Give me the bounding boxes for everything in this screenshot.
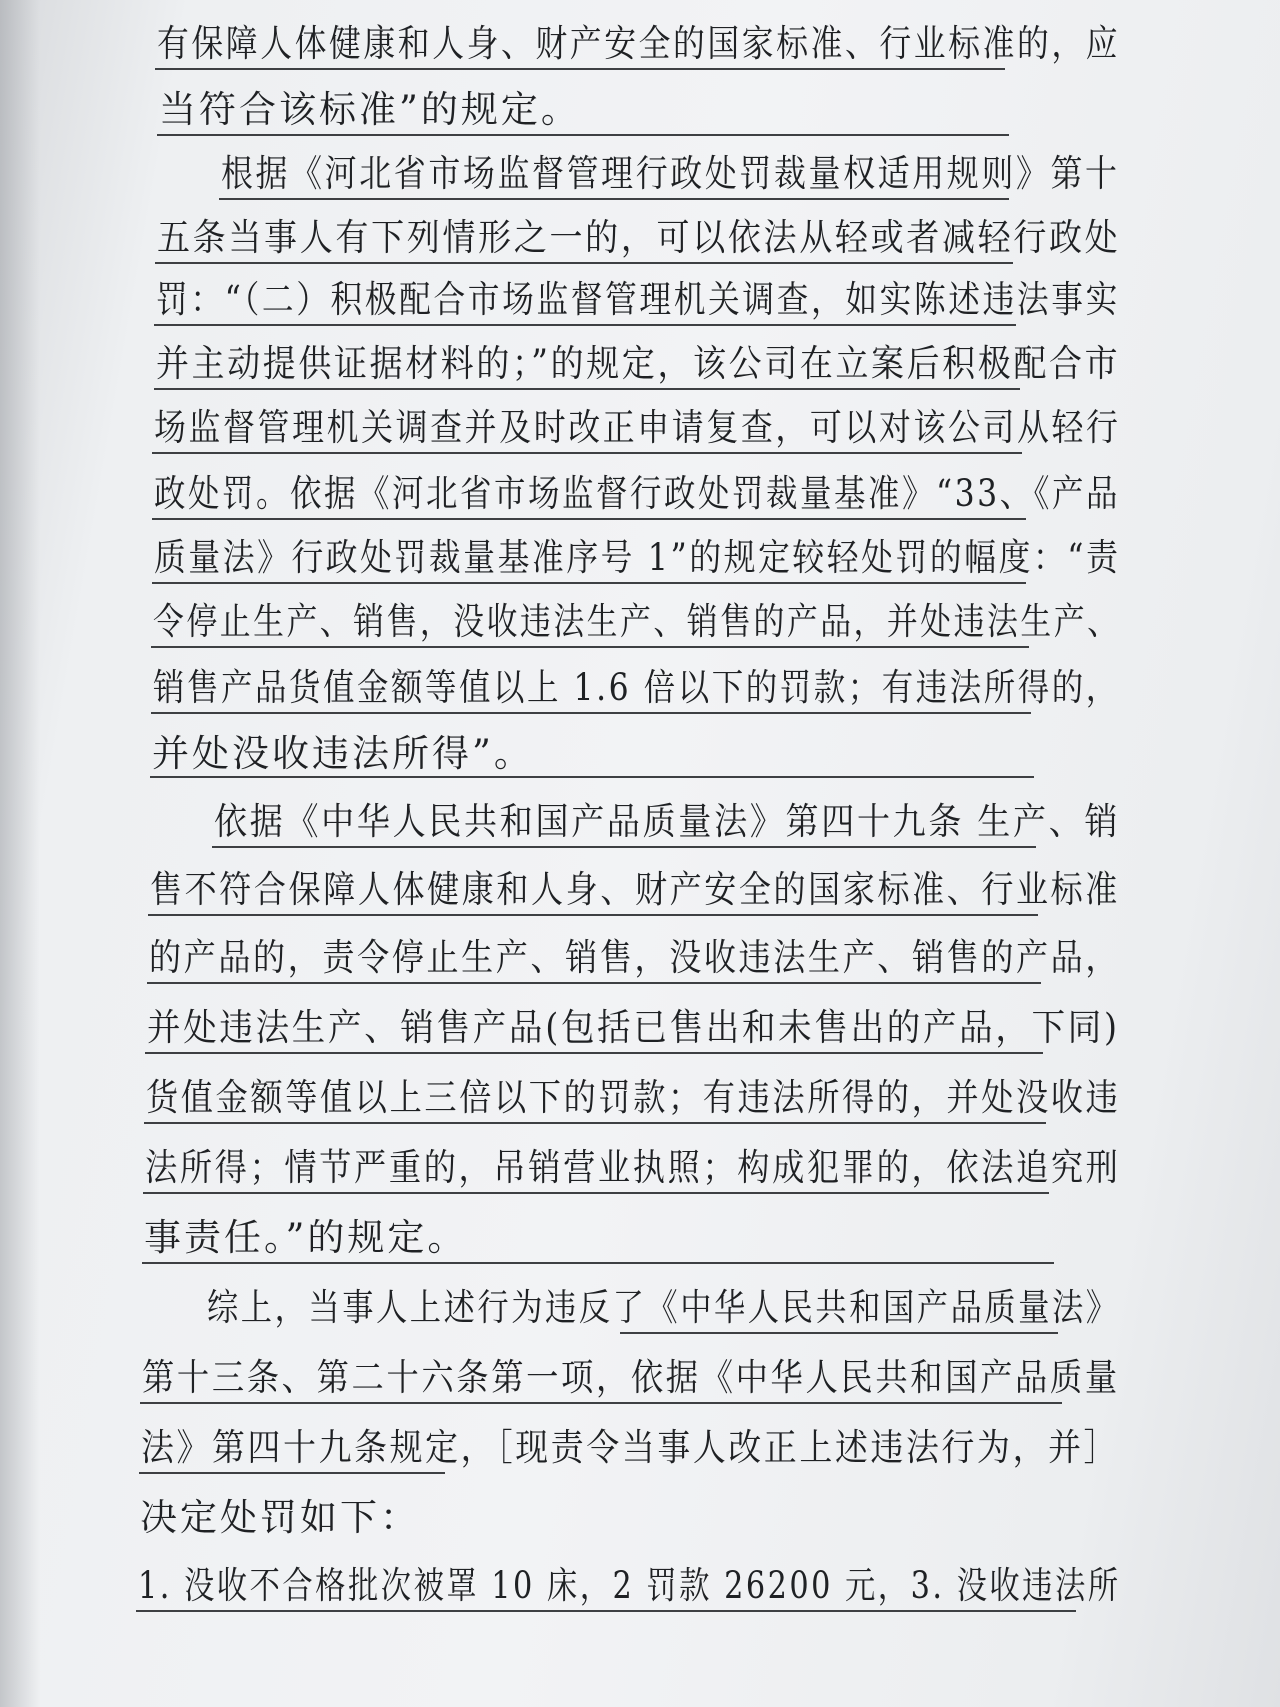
underline-24: [136, 1610, 1076, 1612]
text-line-7: 场监督管理机关调查并及时改正申请复查，可以对该公司从轻行: [154, 406, 1121, 449]
text-line-4: 五条当事人有下列情形之一的，可以依法从轻或者减轻行政处: [157, 216, 1121, 259]
text-line-24: 1. 没收不合格批次被罩 10 床，2 罚款 26200 元，3. 没收违法所: [138, 1564, 1121, 1607]
text-line-2: 当符合该标准”的规定。: [159, 88, 581, 131]
text-line-18: 法所得；情节严重的，吊销营业执照；构成犯罪的，依法追究刑: [145, 1146, 1121, 1189]
underline-12: [150, 776, 1034, 778]
text-line-16: 并处违法生产、销售产品(包括已售出和未售出的产品，下同): [147, 1006, 1120, 1049]
text-line-11: 销售产品货值金额等值以上 1.6 倍以下的罚款；有违法所得的，: [153, 666, 1120, 709]
text-line-10: 令停止生产、销售，没收违法生产、销售的产品，并处违法生产、: [153, 600, 1121, 643]
underline-9: [152, 582, 1026, 584]
text-line-1: 有保障人体健康和人身、财产安全的国家标准、行业标准的，应: [157, 22, 1121, 65]
underline-5: [154, 324, 1016, 326]
page-shadow: [0, 0, 40, 1707]
underline-4: [155, 262, 1013, 264]
underline-20: [620, 1332, 1058, 1334]
text-line-5: 罚：“（二）积极配合市场监督管理机关调查，如实陈述违法事实: [156, 278, 1120, 321]
text-line-6: 并主动提供证据材料的；”的规定，该公司在立案后积极配合市: [156, 342, 1121, 385]
text-line-14: 售不符合保障人体健康和人身、财产安全的国家标准、行业标准: [150, 868, 1120, 911]
underline-3: [219, 198, 1009, 200]
underline-19: [142, 1262, 1054, 1264]
text-line-21: 第十三条、第二十六条第一项，依据《中华人民共和国产品质量: [142, 1356, 1120, 1399]
text-line-9: 质量法》行政处罚裁量基准序号 1”的规定较轻处罚的幅度：“责: [154, 536, 1121, 579]
underline-11: [151, 712, 1031, 714]
text-line-17: 货值金额等值以上三倍以下的罚款；有违法所得的，并处没收违: [146, 1076, 1121, 1119]
underline-2: [157, 134, 1009, 136]
text-line-8: 政处罚。依据《河北省市场监督行政处罚裁量基准》“33、《产品: [154, 472, 1121, 515]
text-line-12: 并处没收违法所得”。: [152, 732, 534, 775]
text-line-20: 综上，当事人上述行为违反了《中华人民共和国产品质量法》: [207, 1286, 1120, 1329]
underline-22: [139, 1472, 445, 1474]
underline-18: [143, 1192, 1049, 1194]
underline-16: [145, 1052, 1043, 1054]
underline-13: [212, 846, 1036, 848]
underline-15: [147, 982, 1041, 984]
underline-14: [148, 914, 1038, 916]
underline-1: [155, 68, 1005, 70]
underline-17: [144, 1122, 1046, 1124]
text-line-19: 事责任。”的规定。: [144, 1216, 468, 1259]
underline-21: [140, 1402, 1062, 1404]
underline-10: [151, 646, 1029, 648]
underline-6: [154, 388, 1020, 390]
text-line-13: 依据《中华人民共和国产品质量法》第四十九条 生产、销: [214, 800, 1121, 843]
text-line-3: 根据《河北省市场监督管理行政处罚裁量权适用规则》第十: [221, 152, 1120, 195]
text-line-15: 的产品的，责令停止生产、销售，没收违法生产、销售的产品，: [149, 936, 1121, 979]
text-line-23: 决定处罚如下：: [140, 1496, 420, 1539]
underline-8: [152, 518, 1026, 520]
text-line-22: 法》第四十九条规定，［现责令当事人改正上述违法行为，并］: [141, 1426, 1120, 1469]
underline-7: [152, 452, 1022, 454]
